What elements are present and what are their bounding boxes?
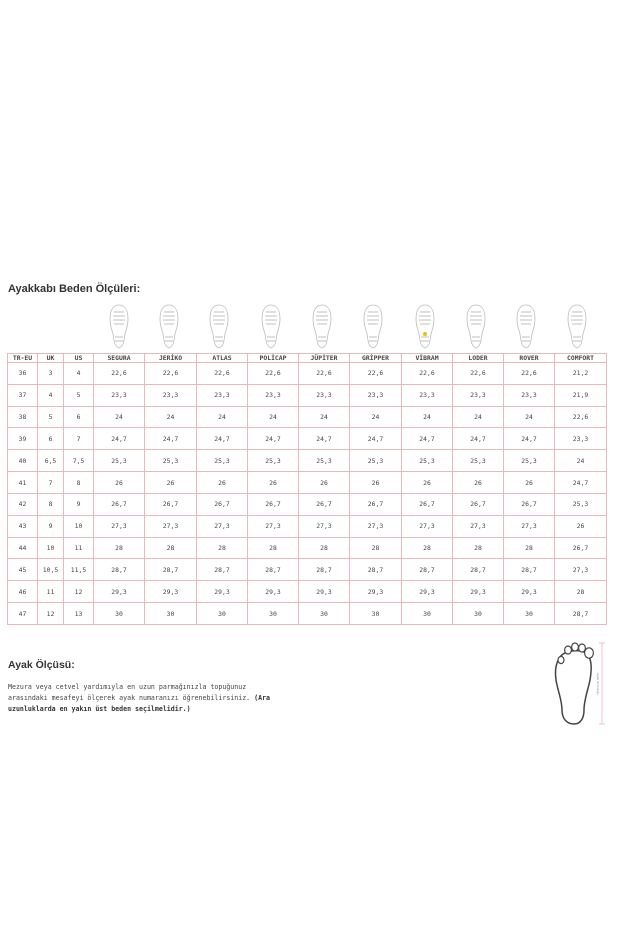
table-cell: 22,6: [453, 363, 504, 385]
table-cell: 26: [453, 472, 504, 494]
table-cell: 9: [64, 493, 94, 515]
table-cell: 39: [8, 428, 38, 450]
table-cell: 29,3: [145, 581, 197, 603]
table-cell: 30: [504, 603, 555, 625]
policap-sole-icon: [262, 305, 280, 348]
table-cell: 28: [350, 537, 402, 559]
table-cell: 26,7: [402, 493, 453, 515]
table-row: [8, 384, 607, 406]
table-cell: 23,3: [94, 384, 145, 406]
table-row: [8, 406, 607, 428]
table-cell: 29,3: [248, 581, 299, 603]
vibram-sole-icon: [416, 305, 434, 348]
table-cell: 27,3: [94, 515, 145, 537]
table-cell: 25,3: [94, 450, 145, 472]
table-cell: 40: [8, 450, 38, 472]
table-cell: 24: [145, 406, 197, 428]
table-cell: 11: [64, 537, 94, 559]
table-cell: 28: [94, 537, 145, 559]
table-header-row: [8, 354, 607, 363]
table-cell: 46: [8, 581, 38, 603]
table-cell: 29,3: [402, 581, 453, 603]
table-cell: 28: [504, 537, 555, 559]
table-cell: 10: [64, 515, 94, 537]
jeriko-sole-icon: [160, 305, 178, 348]
table-cell: 25,3: [402, 450, 453, 472]
header-cell: ATLAS: [197, 354, 248, 363]
table-row: [8, 515, 607, 537]
table-cell: 22,6: [402, 363, 453, 385]
table-cell: 24,7: [402, 428, 453, 450]
table-cell: 26,7: [504, 493, 555, 515]
table-cell: 26,7: [145, 493, 197, 515]
header-cell: GRİPPER: [350, 354, 402, 363]
table-cell: 28,7: [402, 559, 453, 581]
table-cell: 10: [38, 537, 64, 559]
table-cell: 28,7: [555, 603, 607, 625]
table-cell: 7,5: [64, 450, 94, 472]
table-cell: 29,3: [504, 581, 555, 603]
table-cell: 24: [197, 406, 248, 428]
table-cell: 24: [94, 406, 145, 428]
foot-measure-title: Ayak Ölçüsü:: [8, 659, 75, 671]
table-cell: 47: [8, 603, 38, 625]
table-cell: 25,3: [555, 493, 607, 515]
table-cell: 27,3: [197, 515, 248, 537]
table-cell: 24: [248, 406, 299, 428]
table-cell: 25,3: [504, 450, 555, 472]
header-cell: US: [64, 354, 94, 363]
table-cell: 43: [8, 515, 38, 537]
table-cell: 21,2: [555, 363, 607, 385]
table-cell: 27,3: [555, 559, 607, 581]
table-cell: 30: [145, 603, 197, 625]
table-row: [8, 559, 607, 581]
table-cell: 30: [350, 603, 402, 625]
table-cell: 28,7: [299, 559, 350, 581]
table-row: [8, 493, 607, 515]
table-cell: 44: [8, 537, 38, 559]
table-cell: 4: [38, 384, 64, 406]
header-cell: JÜPİTER: [299, 354, 350, 363]
table-cell: 26: [402, 472, 453, 494]
size-table-body: [8, 363, 607, 625]
table-cell: 38: [8, 406, 38, 428]
table-cell: 23,3: [145, 384, 197, 406]
segura-sole-icon: [110, 305, 128, 348]
table-cell: 12: [38, 603, 64, 625]
table-cell: 28: [402, 537, 453, 559]
table-cell: 24,7: [197, 428, 248, 450]
table-cell: 26,7: [299, 493, 350, 515]
table-row: [8, 603, 607, 625]
table-cell: 30: [197, 603, 248, 625]
header-cell: COMFORT: [555, 354, 607, 363]
atlas-sole-icon: [210, 305, 228, 348]
table-cell: 22,6: [145, 363, 197, 385]
table-cell: 42: [8, 493, 38, 515]
sole-icons-row: [0, 304, 621, 350]
table-cell: 26,7: [94, 493, 145, 515]
table-cell: 22,6: [350, 363, 402, 385]
jupiter-sole-icon: [313, 305, 331, 348]
table-cell: 26: [197, 472, 248, 494]
table-cell: 29,3: [94, 581, 145, 603]
table-cell: 29,3: [197, 581, 248, 603]
header-cell: TR-EU: [8, 354, 38, 363]
table-cell: 11,5: [64, 559, 94, 581]
table-cell: 22,6: [94, 363, 145, 385]
foot-measure-text: [8, 682, 283, 715]
table-cell: 30: [299, 603, 350, 625]
table-cell: 36: [8, 363, 38, 385]
table-cell: 23,3: [299, 384, 350, 406]
table-cell: 27,3: [350, 515, 402, 537]
header-cell: POLİCAP: [248, 354, 299, 363]
table-cell: 10,5: [38, 559, 64, 581]
header-cell: UK: [38, 354, 64, 363]
table-cell: 25,3: [453, 450, 504, 472]
table-cell: 27,3: [145, 515, 197, 537]
table-cell: 28: [453, 537, 504, 559]
table-cell: 29,3: [299, 581, 350, 603]
table-cell: 11: [38, 581, 64, 603]
table-cell: 6: [64, 406, 94, 428]
table-cell: 30: [248, 603, 299, 625]
gripper-sole-icon: [364, 305, 382, 348]
table-cell: 30: [94, 603, 145, 625]
table-cell: 24: [453, 406, 504, 428]
table-cell: 45: [8, 559, 38, 581]
table-cell: 30: [402, 603, 453, 625]
foot-length-label: Ayak Uzunluğu: [596, 672, 600, 696]
table-cell: 27,3: [453, 515, 504, 537]
table-cell: 6: [38, 428, 64, 450]
header-cell: LODER: [453, 354, 504, 363]
table-cell: 26: [555, 515, 607, 537]
table-cell: 28,7: [453, 559, 504, 581]
table-cell: 23,3: [350, 384, 402, 406]
table-cell: 28,7: [248, 559, 299, 581]
table-cell: 8: [64, 472, 94, 494]
table-cell: 24,7: [94, 428, 145, 450]
table-cell: 24: [350, 406, 402, 428]
table-cell: 26: [299, 472, 350, 494]
page-title: Ayakkabı Beden Ölçüleri:: [8, 283, 141, 295]
table-cell: 24,7: [299, 428, 350, 450]
table-cell: 27,3: [299, 515, 350, 537]
rover-sole-icon: [517, 305, 535, 348]
table-cell: 24,7: [145, 428, 197, 450]
table-cell: 25,3: [248, 450, 299, 472]
table-cell: 28: [299, 537, 350, 559]
table-row: [8, 581, 607, 603]
loder-sole-icon: [467, 305, 485, 348]
table-cell: 24,7: [453, 428, 504, 450]
table-cell: 4: [64, 363, 94, 385]
table-cell: 28: [145, 537, 197, 559]
table-cell: 24: [402, 406, 453, 428]
table-cell: 23,3: [402, 384, 453, 406]
vibram-logo-icon: [423, 332, 427, 336]
table-cell: 23,3: [504, 384, 555, 406]
table-cell: 12: [64, 581, 94, 603]
table-cell: 26,7: [350, 493, 402, 515]
table-cell: 21,9: [555, 384, 607, 406]
table-cell: 29,3: [350, 581, 402, 603]
size-table: [7, 353, 607, 625]
table-row: [8, 428, 607, 450]
foot-outline-icon: [548, 640, 608, 726]
table-row: [8, 537, 607, 559]
table-cell: 26,7: [248, 493, 299, 515]
table-cell: 26: [145, 472, 197, 494]
instruction-note: (Ara uzunluklarda en yakın üst beden seçilmelidir.): [8, 694, 271, 713]
table-cell: 27,3: [402, 515, 453, 537]
table-cell: 7: [38, 472, 64, 494]
table-cell: 3: [38, 363, 64, 385]
table-cell: 26: [248, 472, 299, 494]
table-cell: 8: [38, 493, 64, 515]
table-cell: 22,6: [555, 406, 607, 428]
table-cell: 28,7: [197, 559, 248, 581]
table-cell: 26,7: [197, 493, 248, 515]
table-cell: 28,7: [350, 559, 402, 581]
table-cell: 28: [248, 537, 299, 559]
table-cell: 22,6: [248, 363, 299, 385]
table-cell: 24,7: [555, 472, 607, 494]
table-cell: 23,3: [453, 384, 504, 406]
table-cell: 26,7: [453, 493, 504, 515]
table-cell: 26: [94, 472, 145, 494]
table-cell: 37: [8, 384, 38, 406]
table-cell: 28,7: [504, 559, 555, 581]
table-cell: 25,3: [350, 450, 402, 472]
table-cell: 9: [38, 515, 64, 537]
table-cell: 28: [197, 537, 248, 559]
table-cell: 24: [299, 406, 350, 428]
table-cell: 24,7: [248, 428, 299, 450]
table-cell: 25,3: [145, 450, 197, 472]
table-cell: 27,3: [504, 515, 555, 537]
table-cell: 24,7: [350, 428, 402, 450]
table-cell: 23,3: [197, 384, 248, 406]
table-cell: 13: [64, 603, 94, 625]
table-row: [8, 472, 607, 494]
table-cell: 22,6: [299, 363, 350, 385]
table-cell: 25,3: [197, 450, 248, 472]
table-cell: 24: [504, 406, 555, 428]
table-cell: 30: [453, 603, 504, 625]
table-cell: 26: [350, 472, 402, 494]
table-cell: 24: [555, 450, 607, 472]
header-cell: ROVER: [504, 354, 555, 363]
instruction-text: Mezura veya cetvel yardımıyla en uzun parmağınızla topuğunuz arasındaki mesafeyi ölçerek ayak numaranızı öğrenebilirsiniz.: [8, 683, 255, 702]
table-cell: 28,7: [94, 559, 145, 581]
table-row: [8, 450, 607, 472]
table-cell: 26,7: [555, 537, 607, 559]
table-cell: 24,7: [504, 428, 555, 450]
table-cell: 28: [555, 581, 607, 603]
table-cell: 23,3: [248, 384, 299, 406]
table-cell: 25,3: [299, 450, 350, 472]
table-cell: 7: [64, 428, 94, 450]
header-cell: VİBRAM: [402, 354, 453, 363]
table-cell: 27,3: [248, 515, 299, 537]
table-cell: 41: [8, 472, 38, 494]
table-cell: 23,3: [555, 428, 607, 450]
table-cell: 29,3: [453, 581, 504, 603]
header-cell: JERİKO: [145, 354, 197, 363]
table-cell: 5: [64, 384, 94, 406]
table-cell: 6,5: [38, 450, 64, 472]
table-cell: 22,6: [504, 363, 555, 385]
comfort-sole-icon: [568, 305, 586, 348]
table-cell: 26: [504, 472, 555, 494]
table-cell: 22,6: [197, 363, 248, 385]
table-row: [8, 363, 607, 385]
table-cell: 28,7: [145, 559, 197, 581]
table-cell: 5: [38, 406, 64, 428]
header-cell: SEGURA: [94, 354, 145, 363]
